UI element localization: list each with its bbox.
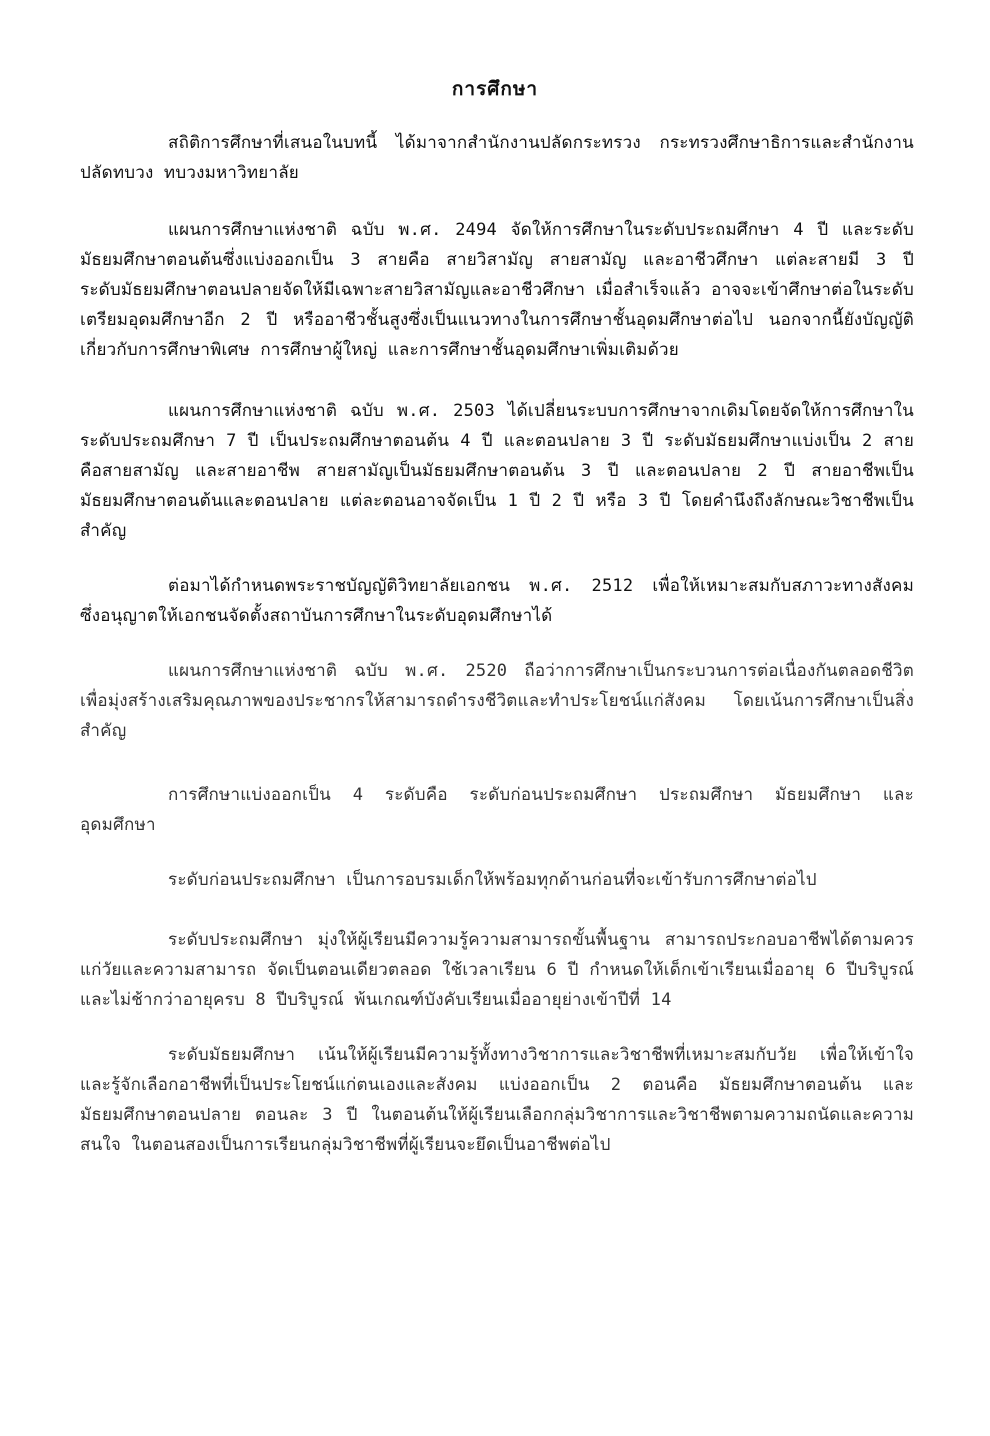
paragraph-primary: ระดับประถมศึกษา มุ่งให้ผู้เรียนมีความรู้ความสามารถขั้นพื้นฐาน สามารถประกอบอาชีพได้ตามควรแก่วัยและความสามารถ จัดเป็นตอนเดียวตลอด ใช้เวลาเรียน 6 ปี กำหนดให้เด็กเข้าเรียนเมื่ออายุ 6 ปีบริบูรณ์ และไม่ช้ากว่าอายุครบ 8 ปีบริบูรณ์ พ้นเกณฑ์บังคับเรียนเมื่ออายุย่างเข้าปีที่ 14 [80, 930, 914, 1010]
paragraph-data-source: สถิติการศึกษาที่เสนอในบทนี้ ได้มาจากสำนักงานปลัดกระทรวง กระทรวงศึกษาธิการและสำนักงานปลัดทบวง ทบวงมหาวิทยาลัย [80, 133, 914, 183]
paragraph-plan-2520: แผนการศึกษาแห่งชาติ ฉบับ พ.ศ. 2520 ถือว่าการศึกษาเป็นกระบวนการต่อเนื่องกันตลอดชีวิต เพื่อมุ่งสร้างเสริมคุณภาพของประชากรให้สามารถดำรงชีวิตและทำประโยชน์แก่สังคม โดยเน้นการศึกษาเป็นสิ่งสำคัญ [80, 661, 914, 741]
page-title: การศึกษา [451, 78, 539, 100]
paragraph-plan-2494: แผนการศึกษาแห่งชาติ ฉบับ พ.ศ. 2494 จัดให้การศึกษาในระดับประถมศึกษา 4 ปี และระดับมัธยมศึกษาตอนต้นซึ่งแบ่งออกเป็น 3 สายคือ สายวิสามัญ สายสามัญ และอาชีวศึกษา แต่ละสายมี 3 ปี ระดับมัธยมศึกษาตอนปลายจัดให้มีเฉพาะสายวิสามัญและอาชีวศึกษา เมื่อสำเร็จแล้ว อาจจะเข้าศึกษาต่อในระดับเตรียมอุดมศึกษาอีก 2 ปี หรืออาชีวชั้นสูงซึ่งเป็นแนวทางในการศึกษาชั้นอุดมศึกษาต่อไป นอกจากนี้ยังบัญญัติเกี่ยวกับการศึกษาพิเศษ การศึกษาผู้ใหญ่ และการศึกษาชั้นอุดมศึกษาเพิ่มเติมด้วย [80, 220, 914, 360]
paragraph-education-levels: การศึกษาแบ่งออกเป็น 4 ระดับคือ ระดับก่อนประถมศึกษา ประถมศึกษา มัธยมศึกษา และอุดมศึกษา [80, 785, 914, 835]
paragraph-secondary: ระดับมัธยมศึกษา เน้นให้ผู้เรียนมีความรู้ทั้งทางวิชาการและวิชาชีพที่เหมาะสมกับวัย เพื่อให้เข้าใจและรู้จักเลือกอาชีพที่เป็นประโยชน์แก่ตนเองและสังคม แบ่งออกเป็น 2 ตอนคือ มัธยมศึกษาตอนต้น และมัธยมศึกษาตอนปลาย ตอนละ 3 ปี ในตอนต้นให้ผู้เรียนเลือกกลุ่มวิชาการและวิชาชีพตามความถนัดและความสนใจ ในตอนสองเป็นการเรียนกลุ่มวิชาชีพที่ผู้เรียนจะยึดเป็นอาชีพต่อไป [80, 1045, 914, 1155]
paragraph-pre-primary: ระดับก่อนประถมศึกษา เป็นการอบรมเด็กให้พร้อมทุกด้านก่อนที่จะเข้ารับการศึกษาต่อไป [168, 870, 817, 890]
paragraph-private-college-act-2512: ต่อมาได้กำหนดพระราชบัญญัติวิทยาลัยเอกชน พ.ศ. 2512 เพื่อให้เหมาะสมกับสภาวะทางสังคม ซึ่งอนุญาตให้เอกชนจัดตั้งสถาบันการศึกษาในระดับอุดมศึกษาได้ [80, 576, 914, 626]
paragraph-plan-2503: แผนการศึกษาแห่งชาติ ฉบับ พ.ศ. 2503 ได้เปลี่ยนระบบการศึกษาจากเดิมโดยจัดให้การศึกษาในระดับประถมศึกษา 7 ปี เป็นประถมศึกษาตอนต้น 4 ปี และตอนปลาย 3 ปี ระดับมัธยมศึกษาแบ่งเป็น 2 สาย คือสายสามัญ และสายอาชีพ สายสามัญเป็นมัธยมศึกษาตอนต้น 3 ปี และตอนปลาย 2 ปี สายอาชีพเป็นมัธยมศึกษาตอนต้นและตอนปลาย แต่ละตอนอาจจัดเป็น 1 ปี 2 ปี หรือ 3 ปี โดยคำนึงถึงลักษณะวิชาชีพเป็นสำคัญ [80, 401, 914, 541]
